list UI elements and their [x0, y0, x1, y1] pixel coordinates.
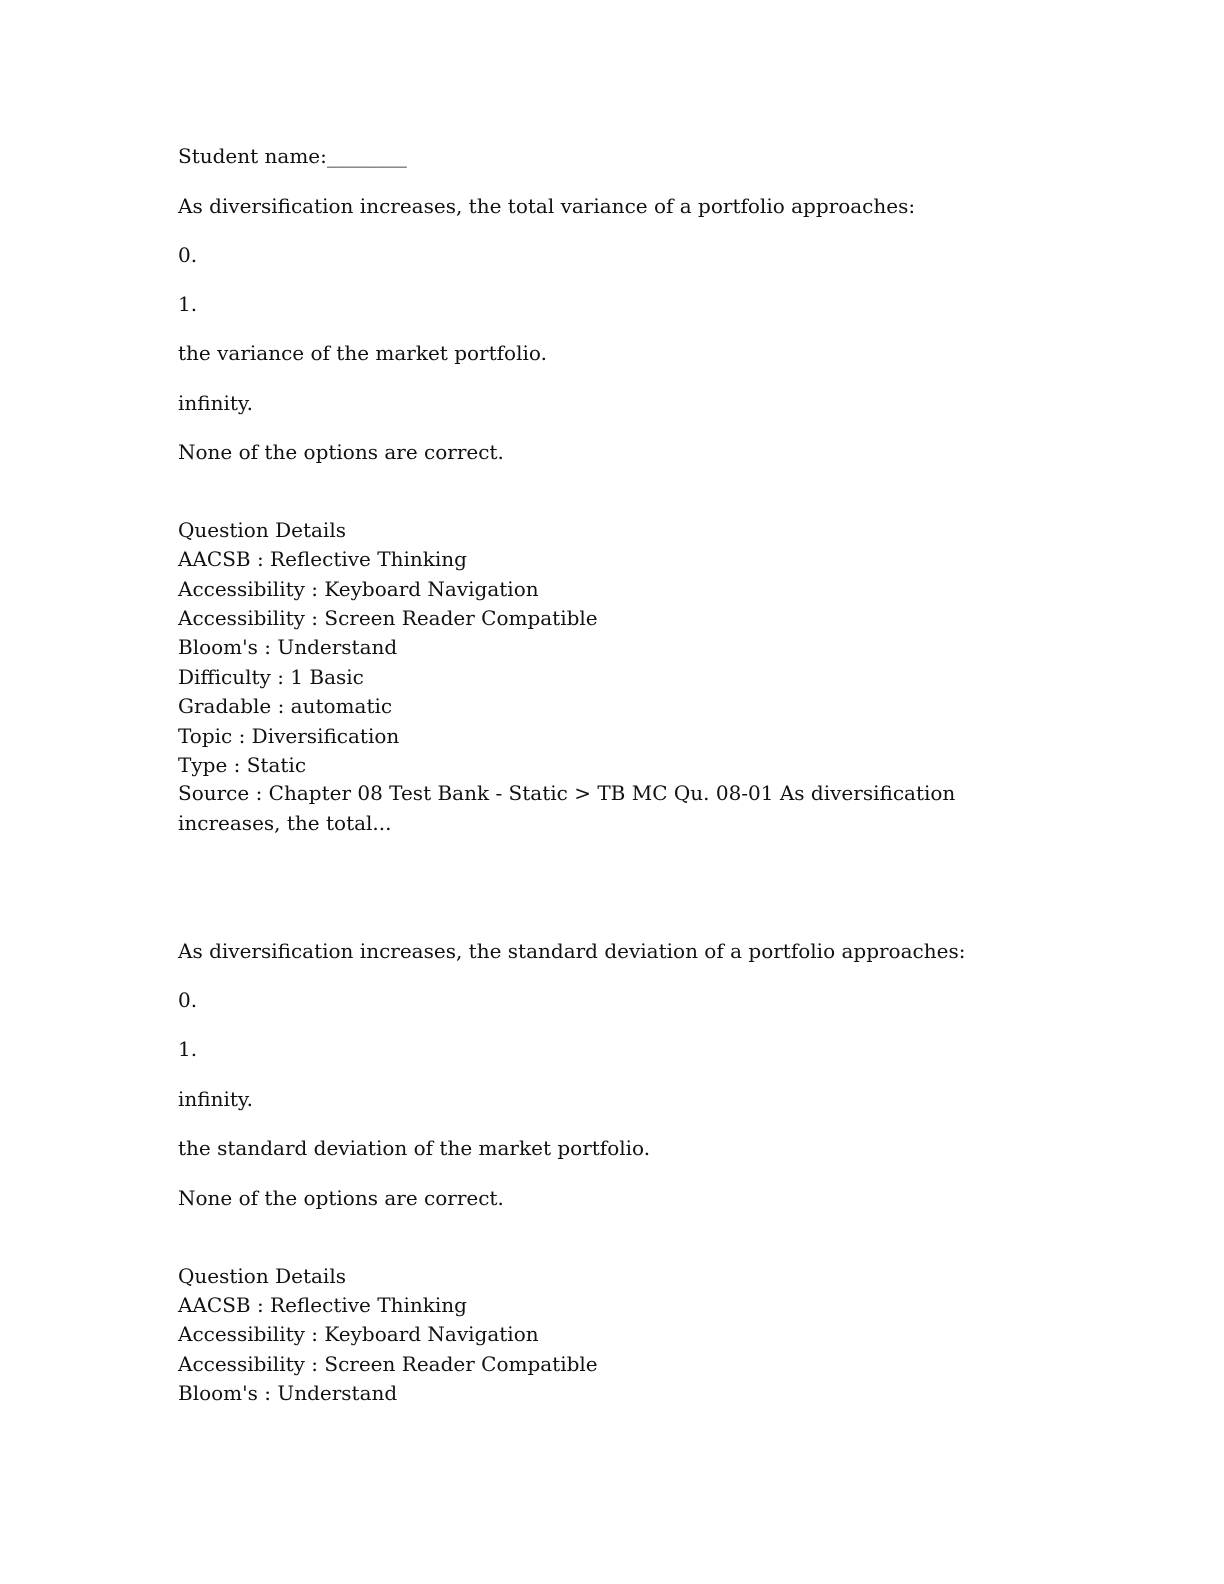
question-1-detail-accessibility-screen-reader: Accessibility : Screen Reader Compatible	[178, 606, 598, 630]
question-1-detail-source: Source : Chapter 08 Test Bank - Static > TB MC Qu. 08-01 As diversification increases, the total...	[178, 781, 956, 835]
question-1-detail-blooms: Bloom's : Understand	[178, 635, 398, 659]
question-2-detail-accessibility-keyboard: Accessibility : Keyboard Navigation	[178, 1322, 539, 1346]
question-1-detail-difficulty: Difficulty : 1 Basic	[178, 665, 364, 689]
question-1-detail-type: Type : Static	[178, 753, 307, 777]
question-1-option-2: 1.	[178, 292, 198, 316]
question-2-option-2: 1.	[178, 1037, 198, 1061]
question-2-detail-blooms: Bloom's : Understand	[178, 1381, 398, 1405]
question-2-option-1: 0.	[178, 988, 198, 1012]
question-2-detail-accessibility-screen-reader: Accessibility : Screen Reader Compatible	[178, 1352, 598, 1376]
question-2-details-heading: Question Details	[178, 1264, 346, 1288]
question-1-detail-accessibility-keyboard: Accessibility : Keyboard Navigation	[178, 577, 539, 601]
student-name-label: Student name:________	[178, 144, 407, 168]
question-1-option-4: infinity.	[178, 391, 253, 415]
question-2-option-3: infinity.	[178, 1087, 253, 1111]
question-1-detail-aacsb: AACSB : Reflective Thinking	[178, 547, 467, 571]
question-1-details-heading: Question Details	[178, 518, 346, 542]
question-1-prompt: As diversification increases, the total variance of a portfolio approaches:	[178, 194, 916, 218]
question-1-option-1: 0.	[178, 243, 198, 267]
question-2-prompt: As diversification increases, the standard deviation of a portfolio approaches:	[178, 939, 966, 963]
question-2-option-5: None of the options are correct.	[178, 1186, 504, 1210]
question-1-detail-gradable: Gradable : automatic	[178, 694, 393, 718]
question-2-option-4: the standard deviation of the market portfolio.	[178, 1136, 651, 1160]
question-1-option-5: None of the options are correct.	[178, 440, 504, 464]
question-1-detail-topic: Topic : Diversification	[178, 724, 400, 748]
question-1-option-3: the variance of the market portfolio.	[178, 341, 547, 365]
question-2-detail-aacsb: AACSB : Reflective Thinking	[178, 1293, 467, 1317]
